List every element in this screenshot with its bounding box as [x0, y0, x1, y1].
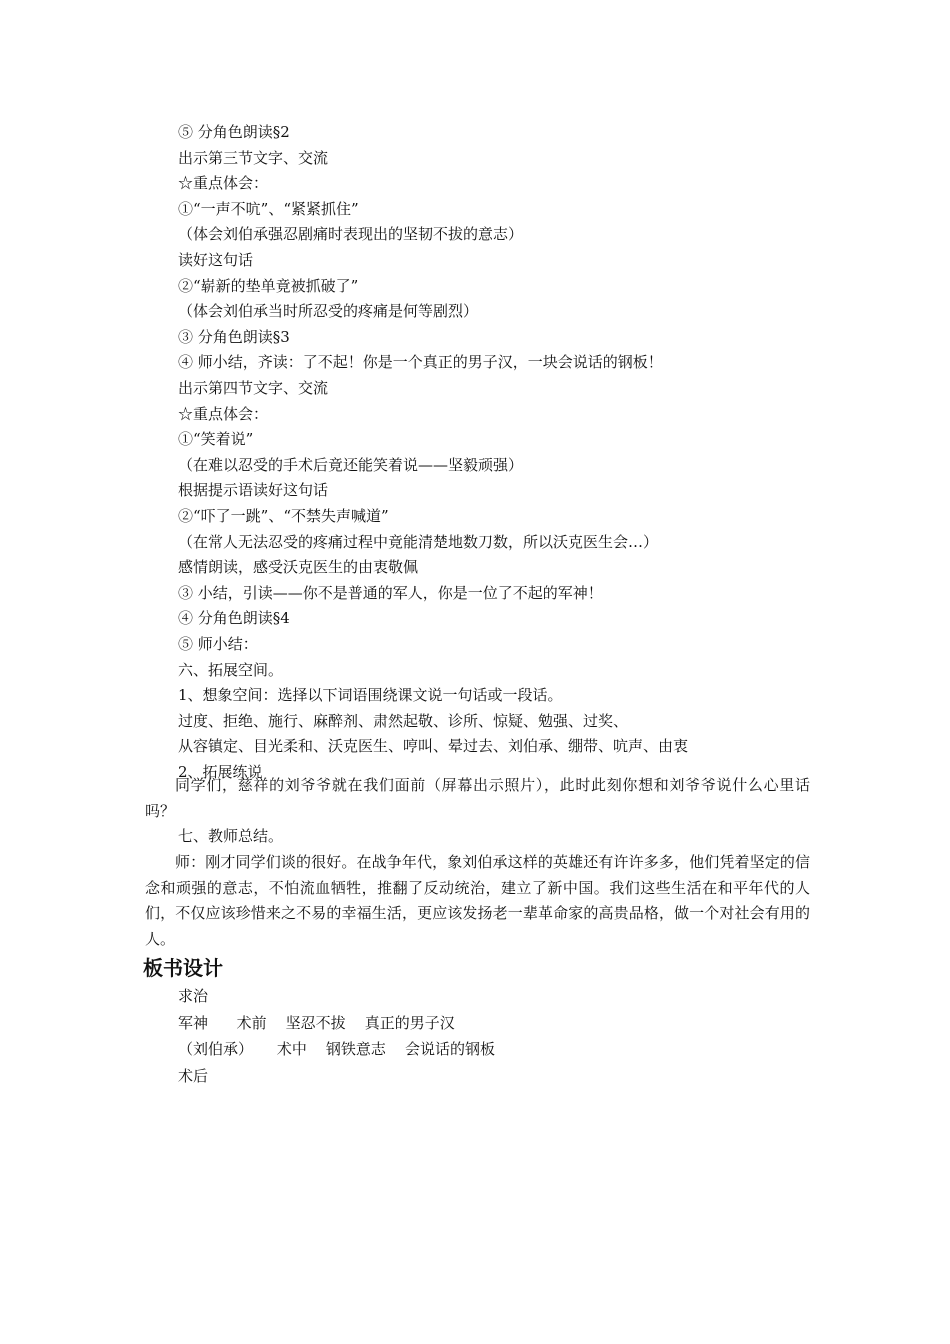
lesson-line: （在难以忍受的手术后竟还能笑着说——坚毅顽强）: [178, 455, 524, 474]
lesson-line: ④ 分角色朗读§4: [178, 609, 290, 628]
lesson-line: 根据提示语读好这句话: [178, 481, 329, 500]
lesson-line: ☆重点体会：: [178, 174, 269, 193]
lesson-line: ☆重点体会：: [178, 404, 269, 423]
lesson-line: （在常人无法忍受的疼痛过程中竟能清楚地数刀数，所以沃克医生会…）: [178, 532, 659, 551]
lesson-line: （体会刘伯承强忍剧痛时表现出的坚韧不拔的意志）: [178, 225, 524, 244]
lesson-line: 从容镇定、目光柔和、沃克医生、哼叫、晕过去、刘伯承、绷带、吭声、由衷: [178, 737, 689, 756]
lesson-line: 过度、拒绝、施行、麻醉剂、肃然起敬、诊所、惊疑、勉强、过奖、: [178, 711, 629, 730]
lesson-line: ②“崭新的垫单竟被抓破了”: [178, 276, 359, 295]
lesson-line: 六、拓展空间。: [178, 660, 284, 679]
board-line: 求治: [178, 987, 209, 1005]
lesson-line: 2、拓展练说: [178, 763, 263, 781]
lesson-line: 1、想象空间：选择以下词语围绕课文说一句话或一段话。: [178, 686, 563, 705]
lesson-line: ③ 分角色朗读§3: [178, 327, 290, 346]
board-line: （刘伯承） 术中 钢铁意志 会说话的钢板: [178, 1040, 495, 1058]
paragraph-teacher-summary: 师：刚才同学们谈的很好。在战争年代，象刘伯承这样的英雄还有许许多多，他们凭着坚定的信念和顽强的意志，不怕流血牺牲，推翻了反动统治，建立了新中国。我们这些生活在和平年代的人们，不仅应该珍惜来之不易的幸福生活，更应该发扬老一辈革命家的高贵品格，做一个对社会有用的人。: [145, 853, 810, 948]
lesson-line: 出示第四节文字、交流: [178, 379, 329, 397]
lesson-line: ④ 师小结，齐读：了不起！你是一个真正的男子汉，一块会说话的钢板！: [178, 353, 663, 372]
board-design-heading: 板书设计: [143, 956, 223, 980]
lesson-line: 出示第三节文字、交流: [178, 148, 329, 167]
paragraph-expand-practice: 同学们，慈祥的刘爷爷就在我们面前（屏幕出示照片），此时此刻你想和刘爷爷说什么心里话吗？: [145, 776, 810, 820]
teacher-summary-title: 七、教师总结。: [178, 827, 284, 845]
lesson-line: ⑤ 师小结：: [178, 635, 258, 653]
board-line: 军神 术前 坚忍不拔 真正的男子汉: [178, 1013, 455, 1032]
lesson-line: ①“一声不吭”、“紧紧抓住”: [178, 199, 359, 218]
lesson-line: 读好这句话: [178, 251, 254, 269]
lesson-line: （体会刘伯承当时所忍受的疼痛是何等剧烈）: [178, 302, 479, 321]
board-line: 术后: [178, 1066, 209, 1085]
lesson-line: ⑤ 分角色朗读§2: [178, 123, 290, 141]
lesson-line: ①“笑着说”: [178, 430, 254, 449]
lesson-line: ③ 小结，引读——你不是普通的军人，你是一位了不起的军神！: [178, 583, 603, 602]
lesson-line: ②“吓了一跳”、“不禁失声喊道”: [178, 507, 389, 525]
lesson-line: 感情朗读，感受沃克医生的由衷敬佩: [178, 558, 419, 577]
